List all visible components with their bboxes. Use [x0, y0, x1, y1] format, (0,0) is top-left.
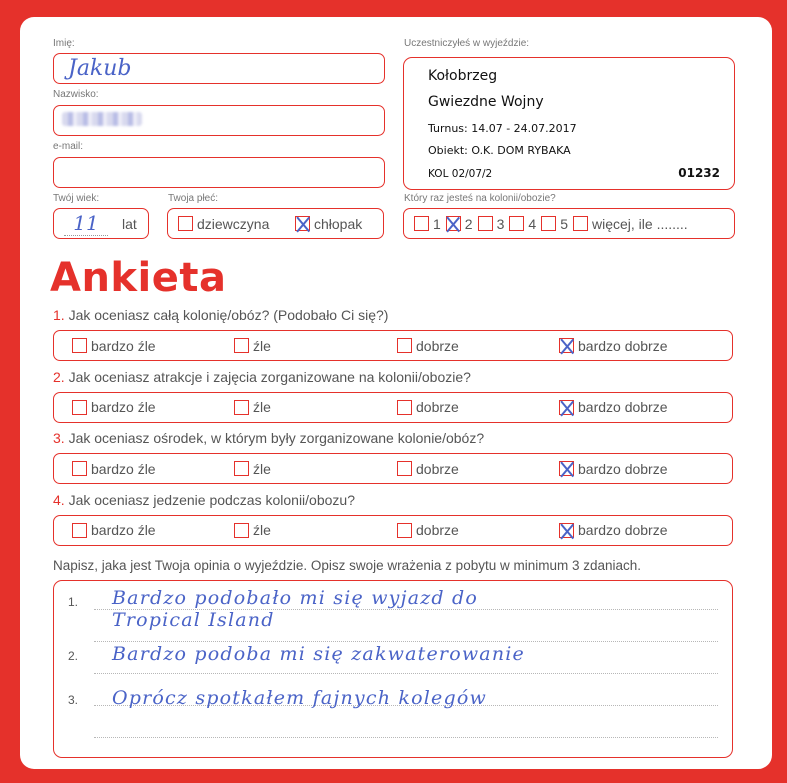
opinion-line-number: 3.	[68, 693, 79, 707]
checkbox-icon[interactable]	[397, 523, 412, 538]
redacted-surname	[62, 112, 142, 126]
checkbox-icon[interactable]	[397, 400, 412, 415]
question-4-answers	[53, 515, 733, 546]
checkbox-icon[interactable]	[178, 216, 193, 231]
times-label: Który raz jesteś na kolonii/obozie?	[404, 193, 556, 204]
answer-option[interactable]: bardzo dobrze	[559, 337, 668, 355]
checked-checkbox-icon[interactable]	[559, 461, 574, 476]
answer-option[interactable]: źle	[234, 337, 271, 355]
checked-checkbox-icon[interactable]	[295, 216, 310, 231]
wiek-field[interactable]	[53, 208, 149, 239]
checked-checkbox-icon[interactable]	[446, 216, 461, 231]
tour-dates: Turnus: 14.07 - 24.07.2017	[428, 122, 577, 135]
wiek-value: 11	[64, 211, 108, 236]
checkbox-icon[interactable]	[478, 216, 493, 231]
writing-line	[94, 673, 718, 674]
checkbox-icon[interactable]	[72, 400, 87, 415]
email-field[interactable]	[53, 157, 385, 188]
checkbox-icon[interactable]	[234, 523, 249, 538]
answer-option[interactable]: bardzo źle	[72, 399, 156, 417]
answer-option[interactable]: źle	[234, 460, 271, 478]
tour-label: Uczestniczyłeś w wyjeździe:	[404, 38, 530, 49]
checkbox-icon[interactable]	[72, 338, 87, 353]
answer-option[interactable]: bardzo dobrze	[559, 399, 668, 417]
answer-option[interactable]: dobrze	[397, 399, 459, 417]
opinion-box[interactable]	[53, 580, 733, 758]
opinion-line-number: 2.	[68, 649, 79, 663]
times-option-6[interactable]: więcej, ile ........	[573, 215, 688, 232]
tour-object: Obiekt: O.K. DOM RYBAKA	[428, 144, 571, 157]
opinion-handwriting: Tropical Island	[112, 609, 275, 631]
answer-option[interactable]: dobrze	[397, 337, 459, 355]
answer-option[interactable]: źle	[234, 522, 271, 540]
answer-option[interactable]: bardzo źle	[72, 337, 156, 355]
checkbox-icon[interactable]	[72, 523, 87, 538]
writing-line	[94, 641, 718, 642]
opinion-line-number: 1.	[68, 595, 79, 609]
times-option-2[interactable]: 2	[446, 215, 473, 232]
imie-label: Imię:	[53, 38, 75, 49]
times-option-3[interactable]: 3	[478, 215, 505, 232]
times-option-4[interactable]: 4	[509, 215, 536, 232]
question-4-text: 4. Jak oceniasz jedzenie podczas kolonii/obozu?	[53, 491, 355, 508]
plec-option-chlopak[interactable]: chłopak	[295, 215, 362, 233]
question-2-text: 2. Jak oceniasz atrakcje i zajęcia zorganizowane na kolonii/obozie?	[53, 368, 471, 385]
checkbox-icon[interactable]	[541, 216, 556, 231]
checkbox-icon[interactable]	[234, 461, 249, 476]
answer-option[interactable]: bardzo źle	[72, 522, 156, 540]
tour-code: KOL 02/07/2	[428, 168, 493, 180]
checkbox-icon[interactable]	[414, 216, 429, 231]
answer-option[interactable]: bardzo źle	[72, 460, 156, 478]
opinion-prompt: Napisz, jaka jest Twoja opinia o wyjeździe. Opisz swoje wrażenia z pobytu w minimum 3 zdaniach.	[53, 558, 642, 573]
imie-field[interactable]	[53, 53, 385, 84]
wiek-unit: lat	[122, 216, 137, 232]
plec-label: Twoja płeć:	[168, 193, 219, 204]
times-option-1[interactable]: 1	[414, 215, 441, 232]
checkbox-icon[interactable]	[397, 461, 412, 476]
nazwisko-label: Nazwisko:	[53, 89, 99, 100]
tour-city: Kołobrzeg	[428, 68, 498, 84]
checkbox-icon[interactable]	[234, 338, 249, 353]
checkbox-icon[interactable]	[234, 400, 249, 415]
answer-option[interactable]: dobrze	[397, 460, 459, 478]
question-2-answers	[53, 392, 733, 423]
checkbox-icon[interactable]	[573, 216, 588, 231]
checked-checkbox-icon[interactable]	[559, 523, 574, 538]
answer-option[interactable]: źle	[234, 399, 271, 417]
tour-info-box	[403, 57, 735, 190]
writing-line	[94, 737, 718, 738]
checkbox-icon[interactable]	[397, 338, 412, 353]
answer-option[interactable]: dobrze	[397, 522, 459, 540]
question-1-text: 1. Jak oceniasz całą kolonię/obóz? (Podobało Ci się?)	[53, 307, 389, 323]
checkbox-icon[interactable]	[72, 461, 87, 476]
question-3-text: 3. Jak oceniasz ośrodek, w którym były zorganizowane kolonie/obóz?	[53, 430, 485, 446]
checked-checkbox-icon[interactable]	[559, 400, 574, 415]
wiek-label: Twój wiek:	[53, 193, 100, 204]
checked-checkbox-icon[interactable]	[559, 338, 574, 353]
times-option-5[interactable]: 5	[541, 215, 568, 232]
imie-value: Jakub	[68, 56, 132, 81]
checkbox-icon[interactable]	[509, 216, 524, 231]
plec-option-dziewczyna[interactable]: dziewczyna	[178, 215, 269, 233]
plec-field	[167, 208, 384, 239]
times-field	[403, 208, 735, 239]
tour-name: Gwiezdne Wojny	[428, 94, 544, 110]
opinion-handwriting: Oprócz spotkałem fajnych kolegów	[112, 687, 487, 709]
survey-card	[20, 17, 772, 769]
times-options	[414, 215, 693, 233]
answer-option[interactable]: bardzo dobrze	[559, 460, 668, 478]
nazwisko-field[interactable]	[53, 105, 385, 136]
tour-number: 01232	[678, 166, 720, 180]
question-1-answers	[53, 330, 733, 361]
opinion-handwriting: Bardzo podobało mi się wyjazd do	[112, 587, 479, 609]
opinion-handwriting: Bardzo podoba mi się zakwaterowanie	[112, 643, 525, 665]
answer-option[interactable]: bardzo dobrze	[559, 522, 668, 540]
survey-title: Ankieta	[50, 255, 227, 301]
question-3-answers	[53, 453, 733, 484]
email-label: e-mail:	[53, 141, 84, 152]
